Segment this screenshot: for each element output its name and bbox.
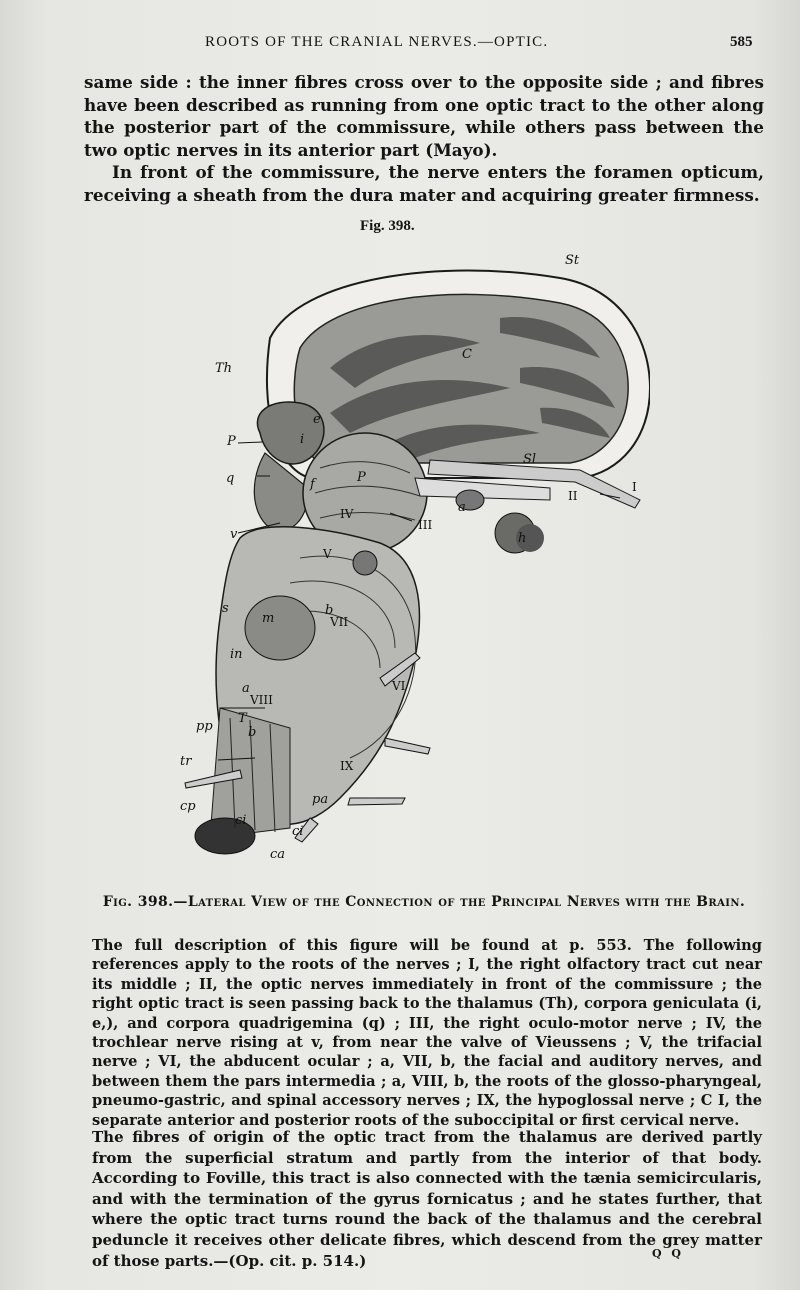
label-pp: pp xyxy=(196,719,213,734)
label-e: e xyxy=(313,412,321,427)
label-a-mid: a xyxy=(242,681,250,696)
label-a-top: a xyxy=(458,500,466,515)
signature-mark: Q Q xyxy=(652,1247,684,1260)
label-VIII: VIII xyxy=(250,693,273,707)
label-tr: tr xyxy=(180,754,192,769)
figure-number: Fig. 398. xyxy=(360,218,415,234)
label-IX: IX xyxy=(340,759,354,773)
label-Th: Th xyxy=(215,361,233,376)
label-cp: cp xyxy=(180,799,196,814)
label-Sl: Sl xyxy=(523,452,537,467)
page-header xyxy=(0,34,800,58)
label-I: I xyxy=(632,480,637,494)
brain-illustration xyxy=(180,238,650,878)
label-h: h xyxy=(518,531,527,546)
label-III: III xyxy=(418,518,433,532)
brain-engraving xyxy=(180,238,650,878)
label-f: f xyxy=(310,477,315,492)
figure-references: The full description of this figure will be found at p. 553. The following references apply to the roots of the nerves ; I, the right olfactory tract cut near its middle ; II, the optic nerves immediately in front of the commissure ; the right optic tract is seen passing back to the thalamus (Th), corpora geniculata (i, e,), and corpora quadrigemina (q) ; III, the right oculo-motor nerve ; IV, the trochlear nerve rising at v, from near the valve of Vieussens ; V, the trifacial nerve ; VI, the abducent ocular ; a, VII, b, the facial and auditory nerves, and between them the pars intermedia ; a, VIII, b, the roots of the glosso-pharyngeal, pneumo-gastric, and spinal accessory nerves ; IX, the hypoglossal nerve ; C I, the separate anterior and posterior roots of the suboccipital or first cervical nerve. xyxy=(92,937,762,1129)
label-St: St xyxy=(565,253,580,268)
label-s: s xyxy=(222,601,229,616)
running-head: ROOTS OF THE CRANIAL NERVES.—OPTIC. xyxy=(205,34,549,50)
label-II: II xyxy=(568,489,578,503)
paragraph-optic-tract-origin: The fibres of origin of the optic tract from the thalamus are derived partly from the superficial stratum and partly from the interior of that body. According to Foville, this tract is also connected with the tænia semicircularis, and with the termination of the gyrus fornicatus ; and he states further, that where the optic tract turns round the back of the thalamus and the cerebral peduncle it receives other delicate fibres, which descend from the grey matter of those parts.—(Op. cit. p. 514.) xyxy=(92,1128,762,1270)
label-ca: ca xyxy=(270,847,286,862)
label-v: v xyxy=(230,527,238,542)
label-b-mid: b xyxy=(248,725,257,740)
label-T: T xyxy=(238,711,247,726)
label-P-small: P xyxy=(227,434,236,449)
label-q: q xyxy=(226,471,235,486)
label-pa: pa xyxy=(312,792,329,807)
label-i: i xyxy=(300,432,305,447)
label-P: P xyxy=(357,470,366,485)
label-IV: IV xyxy=(340,507,354,521)
label-ci: ci xyxy=(292,824,304,839)
figure-caption: Fig. 398.—Lateral View of the Connection of the Principal Nerves with the Brain. xyxy=(102,894,746,910)
label-ci-inner: ci xyxy=(235,813,247,828)
paragraph-continuation: same side : the inner fibres cross over to the opposite side ; and fibres have been described as running from one optic tract to the other along the posterior part of the commissure, while others pass between the two optic nerves in its anterior part (Mayo). xyxy=(84,72,764,160)
label-C: C xyxy=(462,347,472,362)
label-in: in xyxy=(230,647,243,662)
label-m: m xyxy=(262,611,275,626)
label-VII: VII xyxy=(330,615,349,629)
page-number: 585 xyxy=(730,34,753,50)
label-VI: VI xyxy=(392,679,406,693)
paragraph-foramen-opticum: In front of the commissure, the nerve enters the foramen opticum, receiving a sheath from the dura mater and acquiring greater firmness. xyxy=(84,162,764,205)
label-V: V xyxy=(323,547,332,561)
label-b: b xyxy=(325,603,334,618)
